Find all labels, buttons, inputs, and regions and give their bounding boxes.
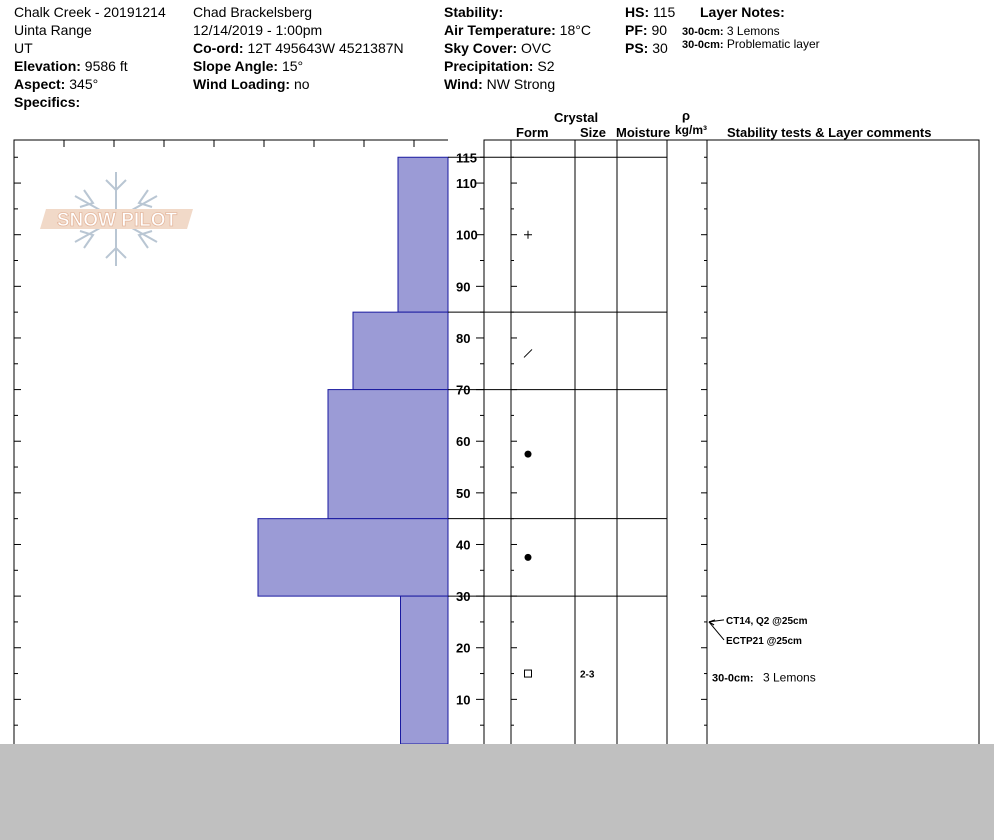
hardness-bar <box>328 390 448 519</box>
size-header: Size <box>580 125 607 140</box>
faceted-grain-symbol-icon <box>525 670 532 677</box>
density-unit-header: kg/m³ <box>675 123 708 137</box>
wind-loading-value: no <box>293 76 310 92</box>
sky-cover-label: Sky Cover: <box>444 40 518 56</box>
layer-comment-range: 30-0cm: <box>712 672 754 685</box>
slope-label: Slope Angle: <box>193 58 279 74</box>
new-snow-symbol-icon <box>524 231 532 239</box>
depth-tick-label: 90 <box>456 279 471 295</box>
hardness-bars <box>258 157 448 744</box>
rounded-grain-symbol-icon <box>525 554 532 561</box>
depth-tick-label: 115 <box>456 150 477 166</box>
ps-label: PS: <box>625 40 649 56</box>
crystal-table-frame <box>484 140 979 751</box>
hs-value: 115 <box>653 4 676 20</box>
crystal-header: Crystal <box>554 110 599 125</box>
stability-comments-header: Stability tests & Layer comments <box>727 125 932 140</box>
location-title: Chalk Creek - 20191214 <box>14 4 166 20</box>
depth-tick-label: 80 <box>456 330 471 346</box>
depth-tick-label: 60 <box>456 434 471 450</box>
elevation-label: Elevation: <box>14 58 81 74</box>
snowpilot-logo <box>40 172 193 266</box>
layer-comment-text: 3 Lemons <box>763 670 816 685</box>
depth-tick-label: 110 <box>456 176 477 192</box>
aspect-label: Aspect: <box>14 76 66 92</box>
depth-tick-label: 20 <box>456 640 471 656</box>
bottom-gray-band <box>0 744 994 840</box>
layer-rows <box>448 157 667 680</box>
observation-datetime: 12/14/2019 - 1:00pm <box>193 22 323 38</box>
moisture-header: Moisture <box>616 125 671 140</box>
depth-tick-label: 40 <box>456 537 471 553</box>
wind-value: NW Strong <box>486 76 556 92</box>
hs-label: HS: <box>625 4 650 20</box>
depth-tick-label: 50 <box>456 485 471 501</box>
elevation-value: 9586 ft <box>84 58 128 74</box>
coord-value: 12T 495643W 4521387N <box>247 40 404 56</box>
layer-notes-title: Layer Notes: <box>700 4 785 20</box>
stability-comments <box>709 616 816 685</box>
coord-label: Co-ord: <box>193 40 244 56</box>
wind-loading-label: Wind Loading: <box>193 76 291 92</box>
crystal-size-label: 2-3 <box>580 669 595 681</box>
air-temp-label: Air Temperature: <box>444 22 556 38</box>
observer-name: Chad Brackelsberg <box>193 4 313 20</box>
decomposing-symbol-icon <box>524 349 532 357</box>
ps-value: 30 <box>652 40 668 56</box>
sky-cover-value: OVC <box>521 40 552 56</box>
precip-label: Precipitation: <box>444 58 534 74</box>
stability-test-label: CT14, Q2 @25cm <box>726 615 808 627</box>
depth-tick-label: 100 <box>456 227 478 243</box>
hardness-bar <box>353 312 448 389</box>
hardness-bar <box>258 519 448 596</box>
pf-value: 90 <box>651 22 668 38</box>
rounded-grain-symbol-icon <box>525 451 532 458</box>
pf-label: PF: <box>625 22 648 38</box>
slope-value: 15° <box>281 58 304 74</box>
hardness-bar <box>398 157 448 312</box>
stability-label: Stability: <box>444 4 504 20</box>
depth-axis <box>456 150 707 751</box>
aspect-value: 345° <box>69 76 99 92</box>
layer-note: 30-0cm: Problematic layer <box>682 37 820 51</box>
form-header: Form <box>516 125 549 140</box>
state-name: UT <box>14 40 33 56</box>
arrow-head-icon <box>709 620 715 625</box>
stability-test-label: ECTP21 @25cm <box>726 635 802 647</box>
range-name: Uinta Range <box>14 22 92 38</box>
wind-label: Wind: <box>444 76 483 92</box>
layer-note: 30-0cm: 3 Lemons <box>682 24 780 38</box>
hardness-bar <box>401 596 449 744</box>
depth-tick-label: 10 <box>456 692 471 708</box>
air-temp-value: 18°C <box>559 22 591 38</box>
stability-test-pointer <box>709 622 724 640</box>
rho-header: ρ <box>682 108 691 123</box>
logo-text: SNOW PILOT <box>56 210 178 231</box>
depth-tick-label: 30 <box>456 589 471 605</box>
precip-value: S2 <box>537 58 555 74</box>
specifics-label: Specifics: <box>14 94 81 110</box>
depth-tick-label: 70 <box>456 382 471 398</box>
